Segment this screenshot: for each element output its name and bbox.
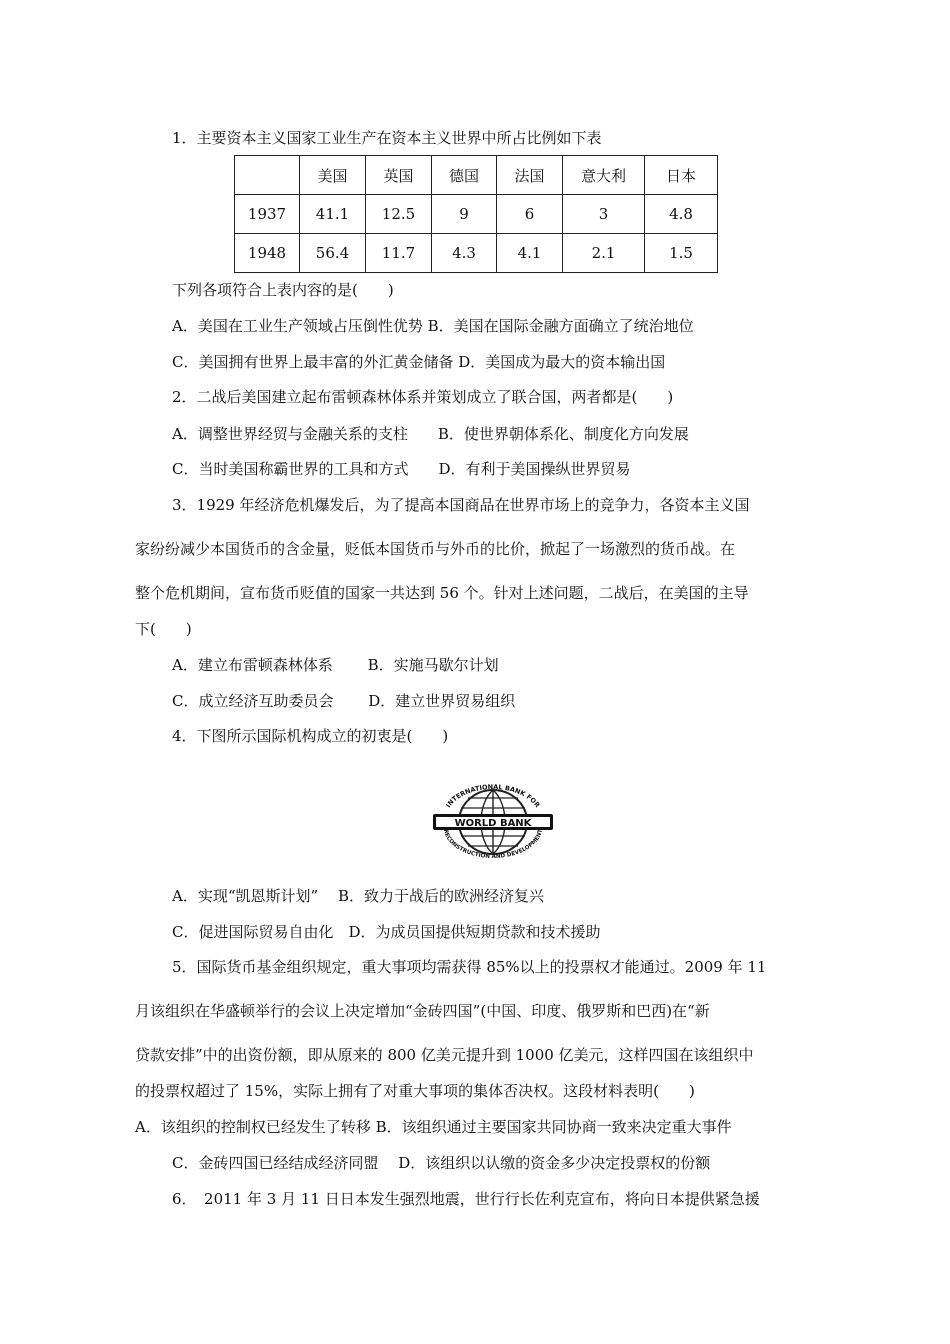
- table-header-row: [235, 156, 718, 195]
- table-cell: 美国: [300, 156, 366, 195]
- table-cell: 11.7: [366, 234, 432, 273]
- table-cell: 6: [497, 195, 563, 234]
- table-cell: [235, 156, 300, 195]
- table-row: [235, 195, 718, 234]
- q1-options-cd: C．美国拥有世界上最丰富的外汇黄金储备 D．美国成为最大的资本输出国: [172, 353, 666, 371]
- world-bank-logo: [430, 784, 556, 858]
- table-cell: 4.8: [645, 195, 718, 234]
- q3-stem-line3: 整个危机期间，宣布货币贬值的国家一共达到 56 个。针对上述问题，二战后，在美国的主导: [135, 584, 749, 602]
- table-cell: 德国: [432, 156, 497, 195]
- q1-question: 下列各项符合上表内容的是( ): [172, 281, 394, 299]
- q5-stem-line2: 月该组织在华盛顿举行的会议上决定增加“金砖四国”(中国、印度、俄罗斯和巴西)在“新: [135, 1002, 710, 1020]
- q3-stem-line4: 下( ): [135, 620, 192, 638]
- logo-top-text: INTERNATIONAL BANK FOR: [444, 784, 542, 810]
- table-cell: 1937: [235, 195, 300, 234]
- q1-stem: 1．主要资本主义国家工业生产在资本主义世界中所占比例如下表: [172, 129, 602, 147]
- q5-stem-line4: 的投票权超过了 15%，实际上拥有了对重大事项的集体否决权。这段材料表明( ): [135, 1082, 695, 1100]
- table-cell: 2.1: [563, 234, 645, 273]
- q2-options-cd: C．当时美国称霸世界的工具和方式 D．有利于美国操纵世界贸易: [172, 460, 631, 478]
- table-cell: 3: [563, 195, 645, 234]
- table-cell: 4.1: [497, 234, 563, 273]
- table-cell: 41.1: [300, 195, 366, 234]
- table-cell: 英国: [366, 156, 432, 195]
- table-cell: 1.5: [645, 234, 718, 273]
- logo-band-text: WORLD BANK: [454, 818, 532, 829]
- q5-stem-line3: 贷款安排”中的出资份额，即从原来的 800 亿美元提升到 1000 亿美元，这样四国在该组织中: [135, 1046, 754, 1064]
- q2-stem: 2．二战后美国建立起布雷顿森林体系并策划成立了联合国，两者都是( ): [172, 388, 674, 406]
- q3-stem-line2: 家纷纷减少本国货币的含金量，贬低本国货币与外币的比价，掀起了一场激烈的货币战。在: [135, 540, 736, 558]
- q4-options-ab: A．实现“凯恩斯计划” B．致力于战后的欧洲经济复兴: [172, 887, 544, 905]
- table-row: [235, 234, 718, 273]
- table-cell: 4.3: [432, 234, 497, 273]
- q3-options-cd: C．成立经济互助委员会 D．建立世界贸易组织: [172, 692, 516, 710]
- table-cell: 意大利: [563, 156, 645, 195]
- q2-options-ab: A．调整世界经贸与金融关系的支柱 B．使世界朝体系化、制度化方向发展: [172, 425, 689, 443]
- q6-stem-line1: 6． 2011 年 3 月 11 日日本发生强烈地震，世行行长佐利克宣布，将向日本提供紧急援: [172, 1190, 760, 1208]
- q3-options-ab: A．建立布雷顿森林体系 B．实施马歇尔计划: [172, 656, 499, 674]
- table-cell: 1948: [235, 234, 300, 273]
- q5-stem-line1: 5．国际货币基金组织规定，重大事项均需获得 85%以上的投票权才能通过。2009 年 11: [172, 958, 767, 976]
- q4-stem: 4．下图所示国际机构成立的初衷是( ): [172, 727, 449, 745]
- table-cell: 日本: [645, 156, 718, 195]
- table-cell: 法国: [497, 156, 563, 195]
- table-cell: 56.4: [300, 234, 366, 273]
- q1-data-table: [234, 155, 718, 273]
- q5-options-cd: C．金砖四国已经结成经济同盟 D．该组织以认缴的资金多少决定投票权的份额: [172, 1154, 711, 1172]
- table-cell: 9: [432, 195, 497, 234]
- q3-stem-line1: 3．1929 年经济危机爆发后，为了提高本国商品在世界市场上的竞争力，各资本主义国: [172, 496, 750, 514]
- q1-options-ab: A．美国在工业生产领域占压倒性优势 B．美国在国际金融方面确立了统治地位: [172, 317, 694, 335]
- q5-options-ab: A．该组织的控制权已经发生了转移 B．该组织通过主要国家共同协商一致来决定重大事件: [135, 1118, 732, 1136]
- q4-options-cd: C．促进国际贸易自由化 D．为成员国提供短期贷款和技术援助: [172, 923, 601, 941]
- table-cell: 12.5: [366, 195, 432, 234]
- logo-bottom-text: RECONSTRUCTION AND DEVELOPMENT: [441, 828, 544, 858]
